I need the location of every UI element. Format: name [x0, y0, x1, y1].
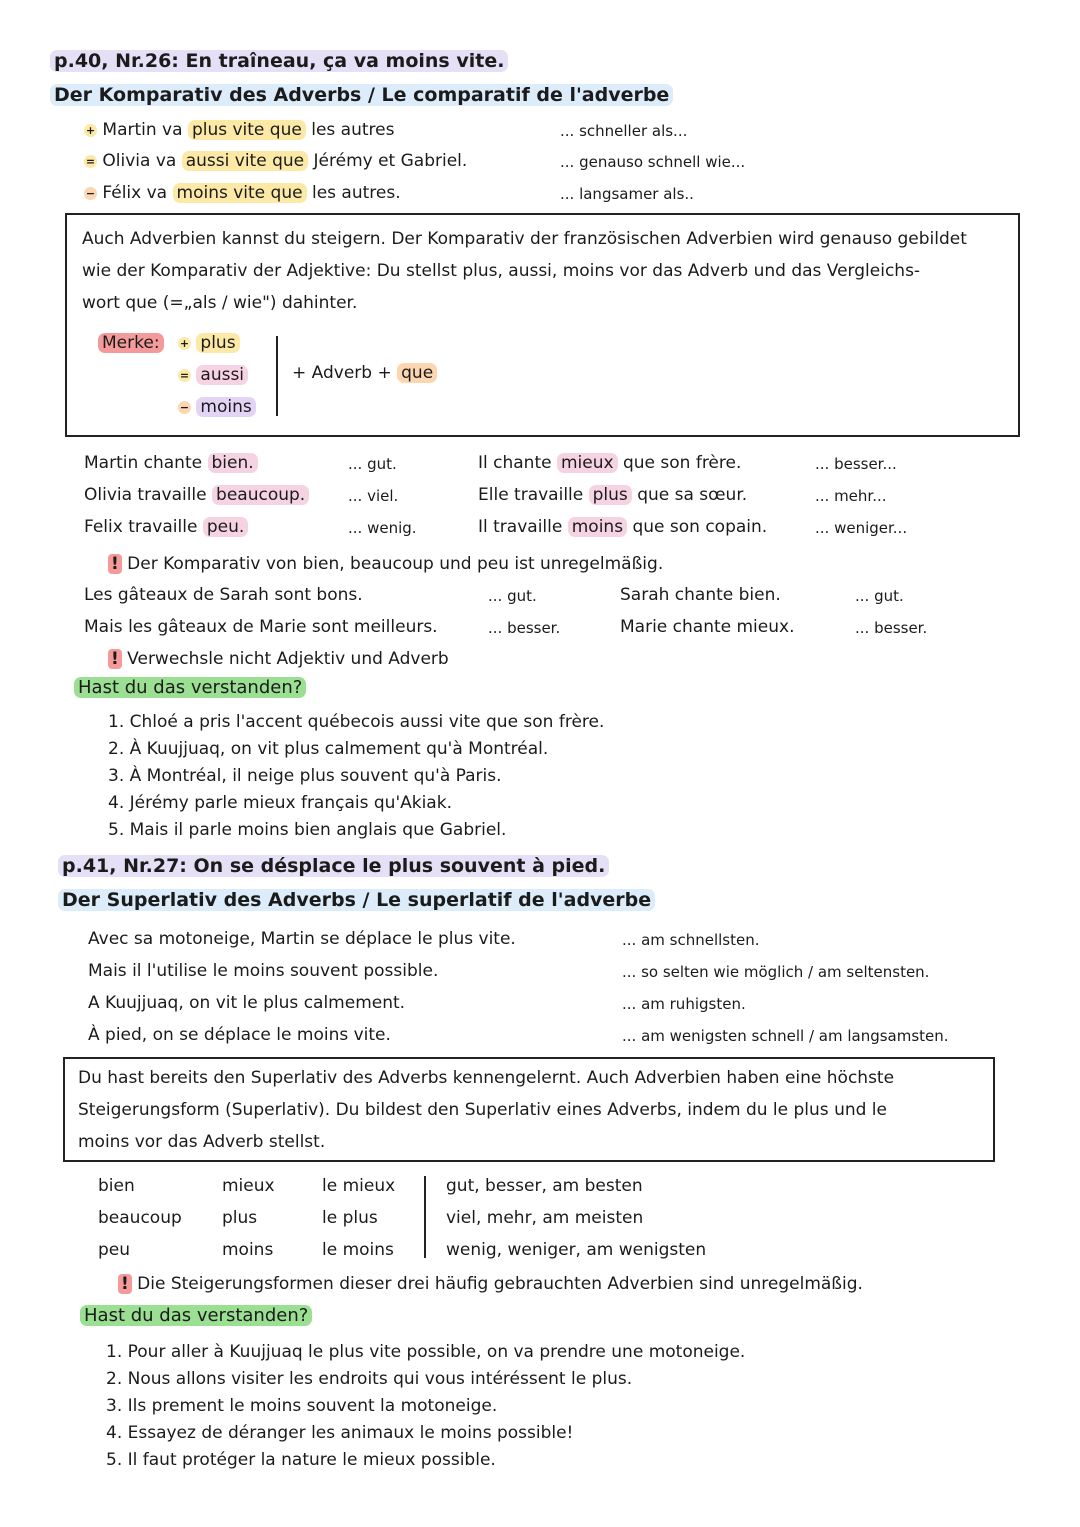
- table-cell: bien: [98, 1176, 135, 1196]
- adjective-gloss: ... gut.: [488, 587, 537, 605]
- table-cell: peu: [98, 1240, 131, 1260]
- rule-text-line: wort que (=„als / wie") dahinter.: [82, 293, 358, 313]
- warning-note: ! Die Steigerungsformen dieser drei häufig gebrauchten Adverbien sind unregelmäßig.: [118, 1274, 863, 1294]
- answer: 3. Ils prement le moins souvent la motoneige.: [106, 1396, 498, 1416]
- irregular-gloss: ... gut.: [348, 455, 397, 473]
- adverb-example: Marie chante mieux.: [620, 617, 795, 637]
- rule-text-line: moins vor das Adverb stellst.: [78, 1132, 326, 1152]
- table-cell: beaucoup: [98, 1208, 182, 1228]
- table-cell: plus: [222, 1208, 258, 1228]
- table-cell: le plus: [322, 1208, 378, 1228]
- table-cell: le moins: [322, 1240, 394, 1260]
- answer: 4. Essayez de déranger les animaux le moins possible!: [106, 1423, 574, 1443]
- rule-text-line: wie der Komparativ der Adjektive: Du stellst plus, aussi, moins vor das Adverb und das Vergleichs-: [82, 261, 921, 281]
- merke-item: + plus: [178, 333, 240, 353]
- merke-formula: + Adverb + que: [292, 363, 437, 383]
- irregular-comparison-gloss: ... besser...: [815, 455, 897, 473]
- example-row: + Martin va plus vite que les autres: [85, 120, 395, 140]
- section2-subtitle: Der Superlativ des Adverbs / Le superlatif de l'adverbe: [58, 889, 655, 911]
- superlative-gloss: ... so selten wie möglich / am seltensten.: [622, 963, 930, 981]
- superlative-gloss: ... am ruhigsten.: [622, 995, 746, 1013]
- irregular-comparison-gloss: ... weniger...: [815, 519, 908, 537]
- minus-icon: −: [85, 186, 96, 200]
- section1-subtitle: Der Komparativ des Adverbs / Le comparatif de l'adverbe: [50, 84, 673, 106]
- irregular-comparison-gloss: ... mehr...: [815, 487, 887, 505]
- adverb-example: Sarah chante bien.: [620, 585, 781, 605]
- merke-label: Merke:: [98, 333, 164, 353]
- example-gloss: ... genauso schnell wie...: [560, 153, 746, 171]
- irregular-row: Martin chante bien.: [84, 453, 258, 473]
- answer: 1. Chloé a pris l'accent québecois aussi vite que son frère.: [108, 712, 605, 732]
- superlative-gloss: ... am schnellsten.: [622, 931, 760, 949]
- warning-note: ! Der Komparativ von bien, beaucoup und peu ist unregelmäßig.: [108, 554, 663, 574]
- superlative-example: À pied, on se déplace le moins vite.: [88, 1025, 391, 1045]
- answer: 5. Mais il parle moins bien anglais que Gabriel.: [108, 820, 507, 840]
- warning-icon: !: [108, 649, 122, 669]
- adjective-example: Les gâteaux de Sarah sont bons.: [84, 585, 363, 605]
- table-cell: moins: [222, 1240, 274, 1260]
- table-cell: wenig, weniger, am wenigsten: [446, 1240, 707, 1260]
- equals-icon: =: [85, 154, 96, 168]
- adverb-gloss: ... besser.: [855, 619, 928, 637]
- example-gloss: ... schneller als...: [560, 122, 688, 140]
- superlative-example: A Kuujjuaq, on vit le plus calmement.: [88, 993, 406, 1013]
- merke-item: = aussi: [178, 365, 248, 385]
- check-heading: Hast du das verstanden?: [74, 677, 306, 698]
- table-cell: gut, besser, am besten: [446, 1176, 643, 1196]
- irregular-gloss: ... viel.: [348, 487, 399, 505]
- superlative-gloss: ... am wenigsten schnell / am langsamsten.: [622, 1027, 949, 1045]
- irregular-comparison: Il chante mieux que son frère.: [478, 453, 742, 473]
- warning-icon: !: [108, 554, 122, 574]
- plus-icon: +: [179, 336, 190, 350]
- section1-title: p.40, Nr.26: En traîneau, ça va moins vite.: [50, 50, 508, 72]
- adverb-gloss: ... gut.: [855, 587, 904, 605]
- warning-icon: !: [118, 1274, 132, 1294]
- irregular-comparison: Elle travaille plus que sa sœur.: [478, 485, 748, 505]
- divider: [276, 336, 278, 416]
- superlative-example: Mais il l'utilise le moins souvent possible.: [88, 961, 439, 981]
- section2-title: p.41, Nr.27: On se désplace le plus souvent à pied.: [58, 855, 609, 877]
- merke-item: − moins: [178, 397, 256, 417]
- plus-icon: +: [85, 123, 96, 137]
- rule-text-line: Du hast bereits den Superlativ des Adverbs kennengelernt. Auch Adverbien haben eine höchste: [78, 1068, 895, 1088]
- answer: 5. Il faut protéger la nature le mieux possible.: [106, 1450, 496, 1470]
- adjective-gloss: ... besser.: [488, 619, 561, 637]
- rule-text-line: Auch Adverbien kannst du steigern. Der Komparativ der französischen Adverbien wird genauso gebildet: [82, 229, 967, 249]
- answer: 1. Pour aller à Kuujjuaq le plus vite possible, on va prendre une motoneige.: [106, 1342, 746, 1362]
- answer: 4. Jérémy parle mieux français qu'Akiak.: [108, 793, 452, 813]
- irregular-gloss: ... wenig.: [348, 519, 417, 537]
- answer: 3. À Montréal, il neige plus souvent qu'à Paris.: [108, 766, 502, 786]
- irregular-row: Felix travaille peu.: [84, 517, 248, 537]
- irregular-comparison: Il travaille moins que son copain.: [478, 517, 768, 537]
- example-row: = Olivia va aussi vite que Jérémy et Gabriel.: [85, 151, 468, 171]
- minus-icon: −: [179, 400, 190, 414]
- table-cell: viel, mehr, am meisten: [446, 1208, 644, 1228]
- warning-note: ! Verwechsle nicht Adjektiv und Adverb: [108, 649, 449, 669]
- table-cell: mieux: [222, 1176, 275, 1196]
- example-gloss: ... langsamer als..: [560, 185, 694, 203]
- adjective-example: Mais les gâteaux de Marie sont meilleurs.: [84, 617, 438, 637]
- rule-text-line: Steigerungsform (Superlativ). Du bildest den Superlativ eines Adverbs, indem du le plus und le: [78, 1100, 887, 1120]
- superlative-example: Avec sa motoneige, Martin se déplace le plus vite.: [88, 929, 516, 949]
- irregular-row: Olivia travaille beaucoup.: [84, 485, 309, 505]
- check-heading: Hast du das verstanden?: [80, 1305, 312, 1326]
- equals-icon: =: [179, 368, 190, 382]
- table-cell: le mieux: [322, 1176, 396, 1196]
- answer: 2. Nous allons visiter les endroits qui vous intéréssent le plus.: [106, 1369, 633, 1389]
- divider: [424, 1176, 426, 1258]
- example-row: − Félix va moins vite que les autres.: [85, 183, 401, 203]
- answer: 2. À Kuujjuaq, on vit plus calmement qu'à Montréal.: [108, 739, 549, 759]
